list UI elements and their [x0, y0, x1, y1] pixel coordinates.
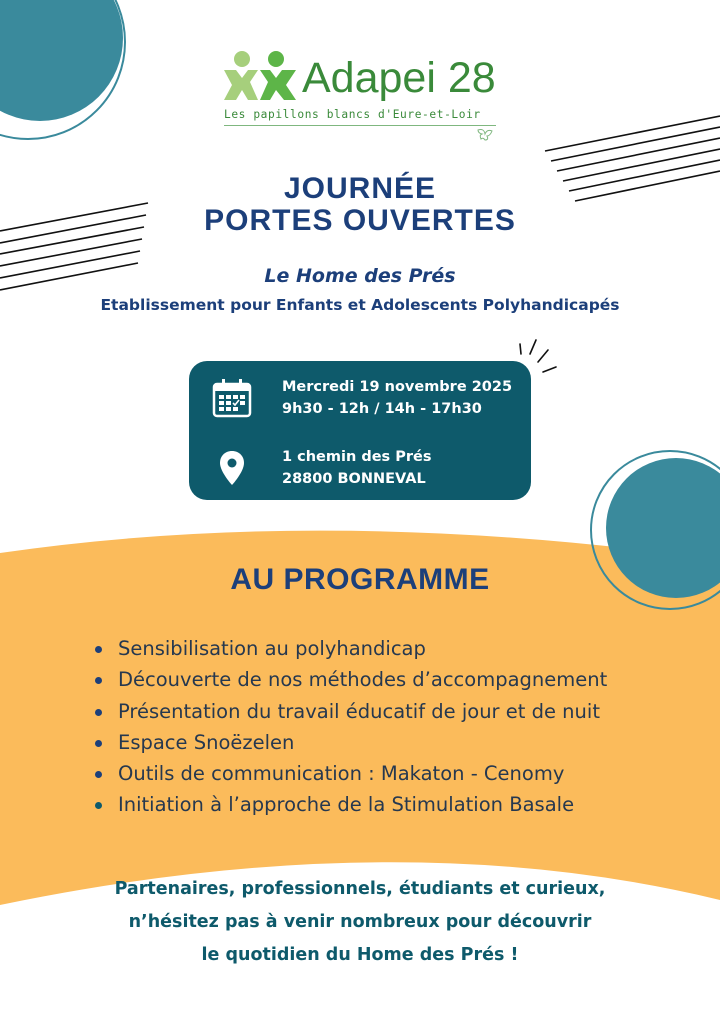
event-address-block	[282, 446, 431, 490]
calendar-icon	[212, 378, 252, 418]
closing-line-2: n’hésitez pas à venir nombreux pour découvrir	[128, 912, 592, 932]
programme-item: Sensibilisation au polyhandicap	[92, 633, 607, 664]
address-line-2: 28800 BONNEVAL	[282, 471, 426, 487]
logo-name: Adapei 28	[302, 54, 496, 102]
map-pin-icon	[219, 450, 245, 486]
programme-title: AU PROGRAMME	[230, 563, 490, 596]
address-line-1: 1 chemin des Prés	[282, 449, 432, 465]
bullet-icon	[95, 771, 102, 778]
event-date-block	[282, 376, 512, 420]
adapei-logo	[222, 48, 502, 140]
title-line-2: PORTES OUVERTES	[204, 204, 516, 237]
programme-item: Outils de communication : Makaton - Cenomy	[92, 758, 607, 789]
bullet-icon	[95, 740, 102, 747]
logo-tagline: Les papillons blancs d'Eure-et-Loir	[224, 108, 481, 121]
bullet-icon	[95, 709, 102, 716]
bullet-icon	[95, 646, 102, 653]
event-hours: 9h30 - 12h / 14h - 17h30	[282, 401, 482, 417]
bullet-icon	[95, 677, 102, 684]
event-title	[0, 173, 720, 237]
closing-message	[0, 873, 720, 972]
programme-item: Initiation à l’approche de la Stimulation Basale	[92, 789, 607, 820]
programme-item: Présentation du travail éducatif de jour et de nuit	[92, 696, 607, 727]
establishment-type: Etablissement pour Enfants et Adolescents Polyhandicapés	[100, 296, 620, 314]
bullet-icon	[95, 802, 102, 809]
logo-underline	[224, 125, 496, 126]
closing-line-1: Partenaires, professionnels, étudiants et curieux,	[114, 879, 606, 899]
logo-figures-icon	[222, 50, 298, 106]
closing-line-3: le quotidien du Home des Prés !	[201, 945, 519, 965]
title-line-1: JOURNÉE	[283, 172, 437, 205]
butterfly-icon	[476, 128, 494, 142]
event-info-box	[189, 361, 531, 500]
event-date: Mercredi 19 novembre 2025	[282, 379, 513, 395]
programme-item: Espace Snoëzelen	[92, 727, 607, 758]
establishment-name: Le Home des Prés	[264, 265, 456, 287]
programme-list	[92, 633, 607, 821]
programme-item: Découverte de nos méthodes d’accompagnement	[92, 664, 607, 695]
